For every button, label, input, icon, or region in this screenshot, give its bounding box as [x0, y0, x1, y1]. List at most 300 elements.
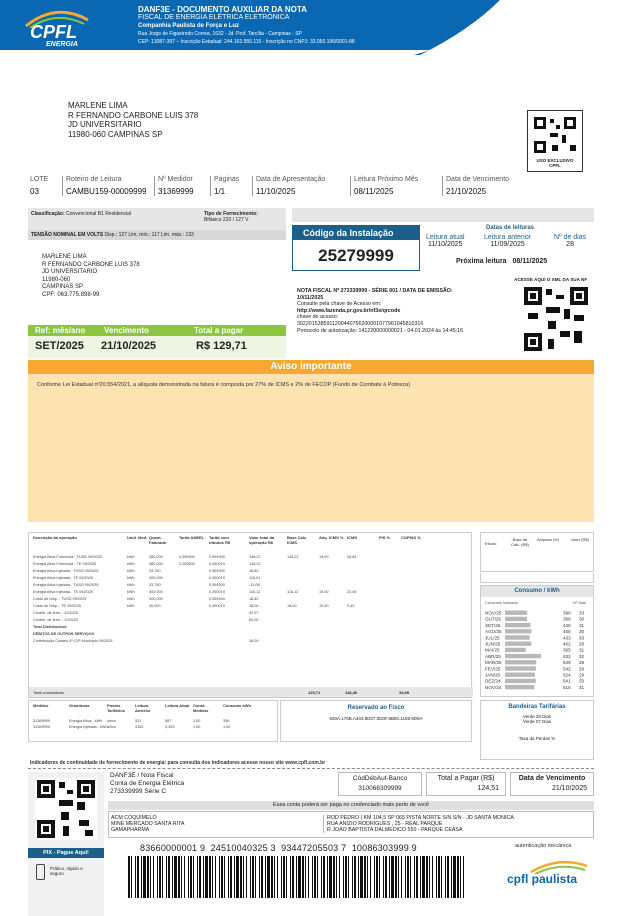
table-row: [29, 597, 473, 604]
stub-due-label: Data de Vencimento: [518, 775, 586, 782]
pix-label: PIX - Pague Aqui!: [28, 848, 104, 858]
stub-due-box: [510, 772, 594, 796]
reading-previous-value: 11/09/2025: [490, 241, 525, 248]
stub-cod: 310066309999: [358, 785, 402, 792]
table-cell: 19,00: [319, 555, 329, 559]
meters-cell: único: [107, 719, 117, 723]
consumption-days: 33: [579, 610, 585, 616]
payment-due-label: Vencimento: [104, 326, 149, 335]
consumption-days: 32: [579, 653, 585, 659]
reading-next-label: Próxima leitura: [456, 258, 507, 265]
items-total-row: [29, 687, 473, 697]
info-value: 08/11/2025: [354, 187, 394, 196]
table-cell: kWh: [127, 604, 135, 608]
meters-cell: Energia Injetada - kWh: [69, 725, 108, 729]
items-col-header: PIS %: [379, 535, 391, 540]
classification-bar: [28, 208, 286, 230]
month-label: FEV/25: [485, 666, 501, 672]
table-row: [29, 583, 473, 590]
doc-subtitle: FISCAL DE ENERGIA ELÉTRICA ELETRÔNICA: [138, 14, 290, 21]
consumption-value: 365: [563, 647, 571, 653]
pix-block[interactable]: [28, 772, 104, 916]
consumption-value: 632: [563, 653, 571, 659]
client-district: JD UNIVERSITARIO: [42, 269, 98, 276]
consumption-col2: Nº dias: [573, 600, 586, 605]
meters-cell: 1,00: [193, 719, 201, 723]
items-total-base: 118,40: [345, 690, 358, 695]
fisco-box: [280, 700, 472, 742]
footer-logo-text: cpfl paulista: [507, 872, 578, 886]
consumption-days: 31: [579, 684, 585, 690]
addressee-name: MARLENE LIMA: [68, 101, 128, 110]
table-cell: 0,554900: [209, 555, 225, 559]
consumption-bar: [505, 666, 536, 670]
consumption-bar: [505, 635, 530, 639]
client-block: [42, 254, 140, 300]
nota-line4[interactable]: http://www.fazenda.pr.gov.br/nf3e/qrcode: [297, 307, 401, 314]
meters-cell: 887: [165, 719, 172, 723]
items-col-header: Tarifa com tributos R$: [209, 535, 231, 545]
stub-total-label: Total a Pagar (R$): [437, 775, 495, 782]
table-row: [29, 632, 473, 639]
table-cell: 33,760: [149, 569, 161, 573]
nota-line5: chave de acesso:: [297, 314, 339, 321]
table-cell: 0,554900: [209, 569, 225, 573]
consumption-bar: [505, 660, 536, 664]
consumption-value: 541: [563, 678, 571, 684]
footer-logo: [505, 860, 595, 896]
reading-previous-label: Leitura anterior: [484, 234, 532, 241]
table-cell: Energia Ativa Injetada - TUSD 09/2025: [33, 583, 99, 587]
items-col-header: Alíq. ICMS %: [319, 535, 344, 540]
readings-title: Datas de leituras: [485, 225, 535, 231]
tributo-header: Tributo: [484, 541, 497, 546]
tributos-box: [480, 532, 594, 572]
table-row: [29, 555, 473, 562]
notice-title: Aviso importante: [270, 361, 352, 372]
consumption-chart: [480, 585, 594, 697]
month-label: NOV/25: [485, 610, 502, 616]
consumption-bar: [505, 654, 541, 658]
meters-col-header: Medidor: [33, 703, 49, 708]
meters-table: [28, 700, 278, 742]
table-cell: 0,554900: [209, 597, 225, 601]
table-cell: -13,06: [249, 583, 260, 587]
payment-ref-label: Ref: mês/ano: [35, 326, 86, 335]
items-col-header: Unid. Med.: [127, 535, 148, 540]
meters-cell: Energia Ativa - kWh: [69, 719, 103, 723]
qr-code-icon: [35, 778, 97, 840]
pix-sub: Prático, rápido e seguro: [50, 866, 83, 876]
consumption-bar: [505, 617, 527, 621]
month-label: MAI/25: [485, 647, 500, 653]
stub-addr-left: [111, 815, 184, 833]
table-cell: 22,06: [347, 590, 357, 594]
table-cell: 148,22: [287, 555, 299, 559]
logo-subtext: ENERGIA: [46, 41, 78, 48]
qr-caption: USO EXCLUSIVO CPFL: [536, 158, 574, 168]
meters-col-header: Leitura Atual: [165, 703, 190, 708]
cut-line: [28, 768, 594, 769]
info-value: 31369999: [158, 187, 194, 196]
meters-cell: 531: [135, 719, 142, 723]
reading-days-label: Nº de dias: [554, 234, 587, 241]
installation-code: 25279999: [318, 246, 394, 265]
consumption-bar: [505, 679, 536, 683]
nota-line1: NOTA FISCAL Nº 273339999 - SÉRIE 001 / DATA DE EMISSÃO:: [297, 288, 453, 294]
info-label: LOTE: [30, 176, 49, 183]
consumption-value: 524: [563, 672, 571, 678]
reading-next: [456, 258, 547, 265]
company-address: Rua Jorge de Figueiredo Correa, 1632 - Jd. Prof. Tarcília - Campinas - SP: [138, 31, 302, 37]
stub-addr-left2: MINE MERCADO SANTA RITA: [111, 821, 185, 827]
consumption-days: 29: [579, 666, 585, 672]
consumption-bar: [505, 673, 535, 677]
addressee-city: 11980-060 CAMPINAS SP: [68, 129, 163, 139]
stub-danf: DANF3E / Nota Fiscal: [110, 772, 174, 779]
table-cell: 0,390019: [209, 576, 225, 580]
table-row: [29, 604, 473, 611]
consumption-value: 433: [563, 635, 571, 641]
info-label: Páginas: [214, 176, 240, 183]
info-paginas: [210, 176, 239, 196]
table-cell: Energia Ativa Injetada - TE 09/2025: [33, 590, 93, 594]
table-row: [29, 569, 473, 576]
consumption-bar: [505, 611, 527, 615]
items-total-label: Total consolidado: [33, 690, 64, 695]
company-ids: CEP: 13087-397 – Inscrição Estadual: 244.163.955.115 - Inscrição no CNPJ: 33.050.196/0001-88: [138, 39, 355, 45]
table-cell: Energia Ativa Injetada - TUSD 09/2025: [33, 569, 99, 573]
meters-cell: único: [107, 725, 117, 729]
payment-total: R$ 129,71: [196, 340, 247, 352]
table-cell: Total Distribuidora: [33, 625, 67, 629]
stub-serie: 273339999 Série C: [110, 788, 167, 795]
table-row: [29, 611, 473, 618]
items-table-header: [29, 535, 473, 553]
tension-label: TENSÃO NOMINAL EM VOLTS: [31, 232, 104, 238]
logo-text: CPFL: [30, 22, 77, 42]
doc-title: DANF3E - DOCUMENTO AUXILIAR DA NOTA: [138, 5, 307, 14]
info-medidor: [154, 176, 194, 196]
month-label: OUT/25: [485, 616, 502, 622]
flags-title: Bandeiras Tarifárias: [508, 704, 566, 710]
fisco-code: 830A.176B.A403.8D07.0D0F.8B50.1169.9D9A: [329, 716, 423, 721]
consumption-bar: [505, 685, 534, 689]
consumption-days: 33: [579, 678, 585, 684]
table-row: [29, 562, 473, 569]
consumption-days: 29: [579, 672, 585, 678]
info-value: 1/1: [214, 187, 226, 196]
table-cell: 380,000: [149, 555, 163, 559]
items-total-value: 129,71: [308, 690, 321, 695]
stub-due: 21/10/2025: [551, 785, 587, 792]
consumption-days: 31: [579, 647, 585, 653]
stub-address-table: [108, 811, 594, 838]
items-col-header: Descrição da operação: [33, 535, 77, 540]
table-cell: 19,00: [319, 590, 329, 594]
table-cell: 148,22: [249, 555, 261, 559]
company-name: Companhia Paulista de Força e Luz: [138, 23, 240, 29]
table-cell: 60,00: [249, 618, 259, 622]
flag-yellow: Verde 07 Dias: [522, 719, 552, 724]
table-cell: 300,000: [149, 590, 163, 594]
month-label: JUN/25: [485, 641, 501, 647]
month-label: JUL/25: [485, 635, 500, 641]
meters-cell: 31369999: [33, 719, 50, 723]
items-total-icms: 34,99: [399, 690, 410, 695]
meters-header: [29, 703, 279, 715]
items-col-header: Quant. Faturada: [149, 535, 166, 545]
info-vencimento: [442, 176, 509, 196]
notice-text: Conforme Lei Estadual nº20.554/2021, a alíquota demonstrada na fatura é composta por 27% de ICMS e 2% de FECOP (Fundo de Combate à Pobreza): [37, 382, 411, 388]
meters-cell: 1,00: [193, 725, 201, 729]
notice-body: [28, 374, 594, 522]
payment-total-label: Total a pagar: [194, 326, 244, 335]
class-label: Classificação:: [31, 211, 65, 217]
table-row: [29, 625, 473, 632]
consumption-bar: [505, 629, 531, 633]
reading-next-value: 08/11/2025: [512, 258, 548, 265]
table-row: [29, 576, 473, 583]
supply-value: Bifásico 220 / 127 V: [204, 217, 249, 223]
payment-due: 21/10/2025: [101, 340, 157, 352]
meters-cell: 3,393: [165, 725, 175, 729]
month-label: DEZ/24: [485, 678, 501, 684]
consumption-bar: [505, 623, 531, 627]
table-cell: 18,82: [249, 597, 259, 601]
consumption-value: 515: [563, 684, 571, 690]
stub-bank-note: Essa conta poderá ser paga no credenciado mais perto de você: [108, 801, 594, 810]
meters-col-header: Consumo kWh: [223, 703, 251, 708]
indicators-text: Indicadores de continuidade de fornecimento de energia: para consulta dos indicadores acesse nosso site www.cpfl.com.br: [30, 760, 326, 766]
consumption-value: 390: [563, 610, 571, 616]
consumption-bars: [481, 608, 595, 696]
nota-block: [297, 288, 512, 334]
table-cell: Energia Ativa Fornecida - TE 09/2025: [33, 562, 97, 566]
month-label: JAN/25: [485, 672, 501, 678]
stub-conta: Conta de Energia Elétrica: [110, 780, 185, 787]
pix-qr[interactable]: [35, 778, 97, 840]
info-row: [30, 176, 580, 200]
xml-label: ACESSE AQUI O XML DA SUA NF: [514, 277, 588, 282]
table-cell: kWh: [127, 583, 135, 587]
notice-header: [28, 360, 594, 374]
month-label: MAR/25: [485, 660, 502, 666]
client-name: MARLENE LIMA: [42, 254, 87, 260]
table-cell: 16,00: [249, 639, 259, 643]
flags-note: Taxa da Perdas %: [518, 736, 556, 741]
stub-addr-right: [323, 815, 514, 833]
tributos-box-2: [480, 573, 594, 583]
stub-addr-right1: ROD PEDRO I KM 104,5 SP 065 PISTA NORTE S/N S/N - JD SANTA MONICA: [327, 815, 514, 821]
tension-bar: [28, 230, 286, 240]
consumption-days: 30: [579, 629, 585, 635]
consumption-col1: Consumo faturado: [485, 600, 518, 605]
table-cell: 0,389900: [179, 555, 195, 559]
consumption-title: Consumo / kWh: [481, 586, 593, 597]
table-cell: kWh: [127, 576, 135, 580]
addressee-block: [68, 101, 198, 139]
stub-addr-right2: RUA ANIZIO RODRIGUES , 25 - REAL PARQUE: [327, 821, 443, 827]
table-cell: 18,00: [287, 604, 297, 608]
client-street: R FERNANDO CARBONE LUIS 378: [42, 261, 140, 268]
tributo-header: Base de Cálc. (R$): [510, 537, 529, 547]
table-cell: kWh: [127, 569, 135, 573]
items-col-header: COFINS %: [401, 535, 421, 540]
table-cell: 148,22: [249, 562, 261, 566]
stub-doc-info: [110, 772, 184, 796]
stub-addr-left3: GAMAPHARMA: [111, 827, 150, 833]
tributo-header: Valor (R$): [571, 537, 589, 542]
installation-box: [292, 225, 420, 271]
readings-block: [426, 225, 594, 265]
table-cell: 0,280600: [179, 562, 195, 566]
table-cell: 116,01: [249, 576, 261, 580]
consumption-bar: [505, 642, 531, 646]
table-cell: 300,000: [149, 576, 163, 580]
info-value: 11/10/2025: [256, 187, 296, 196]
auth-label: autenticação mecânica: [515, 843, 572, 849]
reading-days: [554, 234, 586, 248]
table-cell: Energia Ativa Injetada - TE 09/2025: [33, 576, 93, 580]
consumption-bar: [505, 648, 526, 652]
payment-ref: SET/2025: [35, 340, 84, 352]
table-row: [29, 639, 473, 646]
xml-qr[interactable]: [524, 287, 588, 351]
info-value: 03: [30, 187, 39, 196]
reading-previous: [484, 234, 531, 248]
table-cell: 19,00: [319, 604, 329, 608]
client-cep: 11980-060: [42, 276, 71, 283]
installation-label: Código da Instalação: [293, 226, 419, 240]
qr-code-icon: [524, 287, 588, 351]
reading-current: [426, 234, 465, 248]
table-cell: Custo de Disp. - TUSD 09/2025: [33, 597, 87, 601]
info-roteiro: [62, 176, 147, 196]
table-cell: kWh: [127, 597, 135, 601]
readings-top-bar: [292, 208, 594, 222]
table-row: [29, 590, 473, 597]
consumption-value: 549: [563, 660, 571, 666]
header-text: [138, 6, 355, 46]
phone-icon: [36, 864, 45, 880]
consumption-value: 542: [563, 666, 571, 672]
reading-current-value: 11/10/2025: [428, 241, 463, 248]
tension-detail: Disp.: 127 Lim. mín.: 117 Lim. máx.: 133: [104, 232, 194, 238]
reading-days-value: 28: [566, 241, 574, 248]
meters-cell: 1,00: [223, 725, 231, 729]
stub-cod-label: CódDébAut-Banco: [352, 775, 408, 782]
info-label: Nº Medidor: [158, 176, 193, 183]
meters-col-header: Grandezas: [69, 703, 90, 708]
addressee-district: JD UNIVERSITARIO: [68, 120, 142, 129]
consumption-value: 386: [563, 616, 571, 622]
meters-cell: 31369999: [33, 725, 50, 729]
qr-code-icon: [532, 115, 578, 155]
table-cell: Contrib. de Ilum. - 10/2025: [33, 618, 78, 622]
nota-line6: 3022015385911200440756200001077961045810316: [297, 320, 424, 327]
reading-current-label: Leitura atual: [426, 234, 465, 241]
table-cell: 28,84: [347, 555, 357, 559]
table-cell: 0,554900: [209, 583, 225, 587]
table-cell: 0,390019: [209, 590, 225, 594]
supply-label: Tipo de Fornecimento:: [204, 211, 258, 217]
cpfl-logo: [16, 8, 96, 52]
table-cell: 18,82: [249, 569, 259, 573]
flags-box: [480, 700, 594, 760]
consumption-value: 465: [563, 629, 571, 635]
stub-addr-left1: ACM COQUIMELO: [111, 815, 157, 821]
info-value: 21/10/2025: [446, 187, 487, 196]
flag-green: Verde 28 Dias: [522, 714, 552, 719]
barcode: [128, 856, 468, 898]
supply: [204, 211, 258, 223]
month-label: SET/25: [485, 622, 501, 628]
table-cell: 33,760: [149, 583, 161, 587]
table-cell: 380,000: [149, 562, 163, 566]
table-cell: Energia Ativa Fornecida - TUSD 09/2025: [33, 555, 102, 559]
client-cpf: CPF: 063.775.898-99: [42, 291, 100, 298]
month-label: ABR/25: [485, 653, 501, 659]
consumption-days: 31: [579, 622, 585, 628]
consumption-days: 28: [579, 660, 585, 666]
table-cell: 42,97: [249, 611, 259, 615]
table-cell: kWh: [127, 555, 135, 559]
month-label: NOV/24: [485, 684, 502, 690]
table-cell: 3,42: [347, 604, 355, 608]
client-city: CAMPINAS SP: [42, 284, 84, 291]
table-row: [29, 618, 473, 625]
items-col-header: Tarifa ANEEL: [179, 535, 205, 540]
table-cell: 30,000: [149, 604, 161, 608]
table-cell: kWh: [127, 590, 135, 594]
table-cell: 116,12: [287, 590, 299, 594]
consumption-days: 30: [579, 616, 585, 622]
table-cell: Contrib. de Ilum. - 10/2025: [33, 611, 78, 615]
tributo-header: Alíquota (%): [537, 537, 560, 542]
info-label: Data de Apresentação: [256, 176, 326, 183]
consumption-value: 462: [563, 641, 571, 647]
stub-total: 124,51: [477, 785, 499, 792]
meters-col-header: Leitura Anterior: [135, 703, 151, 713]
table-cell: 0,390019: [209, 604, 225, 608]
info-label: Data de Vencimento: [446, 176, 510, 183]
items-col-header: Valor total da operação R$: [249, 535, 275, 545]
payment-box: [28, 325, 286, 358]
fisco-label: Reservado ao Fisco: [347, 705, 405, 711]
class-value: Convencional B1 Residencial: [66, 211, 132, 217]
table-cell: Contribuição Custeio IP-CIP Município 09/2025: [33, 639, 113, 643]
consumption-days: 33: [579, 635, 585, 641]
barcode-digits: 83660000001 9 24510040325 3 93447205503 7 10086303999 9: [140, 843, 417, 853]
table-cell: 116,12: [249, 590, 261, 594]
info-apresentacao: [252, 176, 325, 196]
table-cell: 300,000: [149, 597, 163, 601]
items-table: [28, 532, 472, 698]
stub-cod-box: [338, 772, 422, 796]
nota-line3: Consulte pela chave de Acesso em:: [297, 301, 382, 308]
items-col-header: Base Cálc. ICMS: [287, 535, 308, 545]
addressee-qr: [527, 110, 583, 172]
info-label: Leitura Próximo Mês: [354, 176, 419, 183]
consumption-days: 28: [579, 641, 585, 647]
info-proximo: [350, 176, 418, 196]
payment-header: [28, 325, 286, 336]
meters-col-header: Const. Medidor: [193, 703, 209, 713]
meters-col-header: Postos Tarifários: [107, 703, 125, 713]
table-cell: Custo de Disp. - TE 09/2025: [33, 604, 81, 608]
month-label: AGO/25: [485, 629, 502, 635]
